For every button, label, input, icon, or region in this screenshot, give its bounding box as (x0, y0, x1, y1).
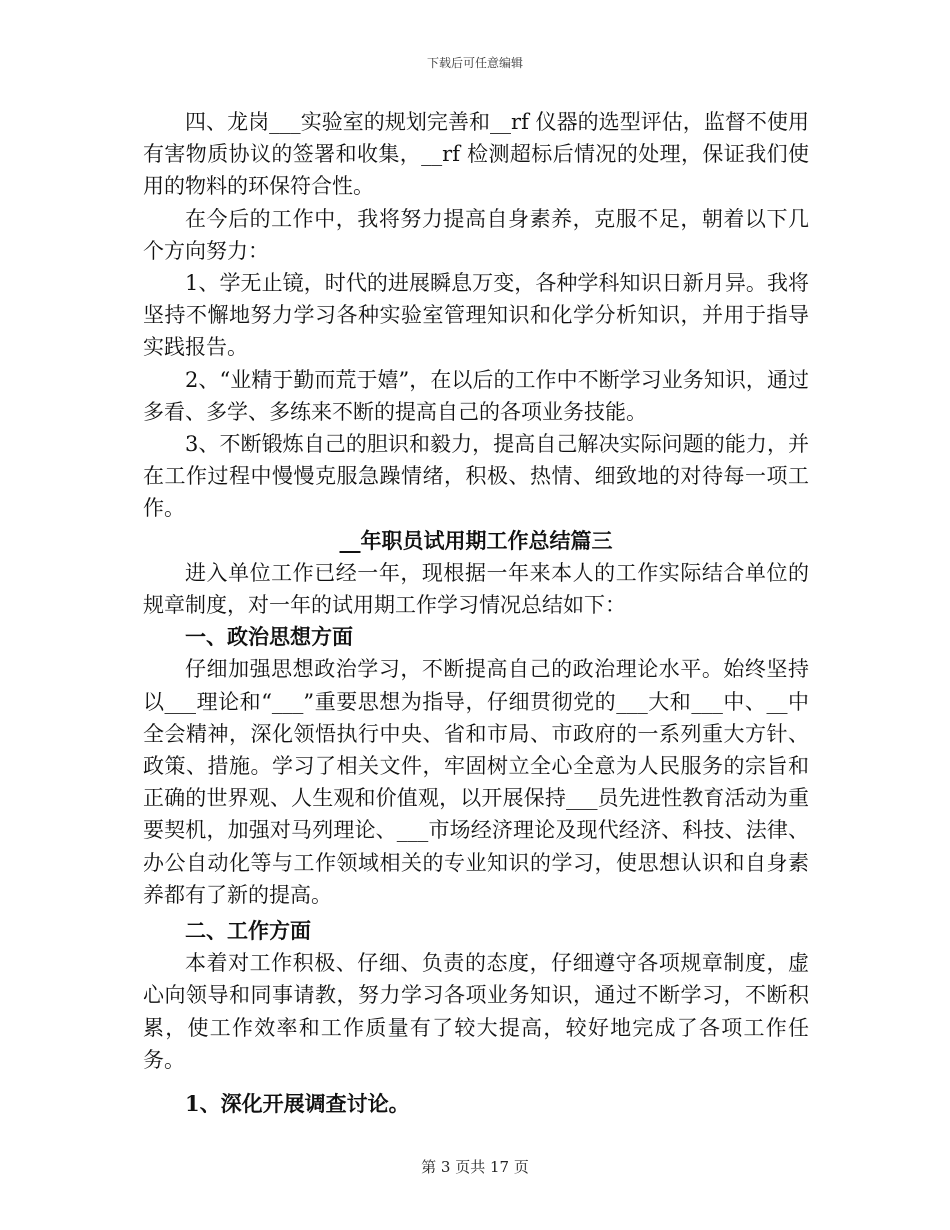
heading-work: 二、工作方面 (185, 918, 311, 944)
paragraph-1: 四、龙岗___实验室的规划完善和__rf 仪器的选型评估，监督不使用有害物质协议的签署和收集，__rf 检测超标后情况的处理，保证我们使用的物料的环保符合性。 (143, 110, 809, 199)
paragraph-7: 仔细加强思想政治学习，不断提高自己的政治理论水平。始终坚持以___理论和“___”重要思想为指导，仔细贯彻党的___大和___中、__中全会精神，深化领悟执行中央、省和市局、市政府的一系列重大方针、政策、措施。学习了相关文件，牢固树立全心全意为人民服务的宗旨和正确的世界观、人生观和价值观，以开展保持___员先进性教育活动为重要契机，加强对马列理论、___市场经济理论及现代经济、科技、法律、办公自动化等与工作领域相关的专业知识的学习，使思想认识和自身素养都有了新的提高。 (143, 657, 809, 907)
document-body (143, 106, 809, 1120)
paragraph-5: 3、不断锻炼自己的胆识和毅力，提高自己解决实际问题的能力，并在工作过程中慢慢克服急躁情绪，积极、热情、细致地的对待每一项工作。 (143, 432, 809, 521)
paragraph-4: 2、“业精于勤而荒于嬉”，在以后的工作中不断学习业务知识，通过多看、多学、多练来不断的提高自己的各项业务技能。 (143, 367, 809, 424)
paragraph-2: 在今后的工作中，我将努力提高自身素养，克服不足，朝着以下几个方向努力： (143, 206, 809, 263)
paragraph-8: 本着对工作积极、仔细、负责的态度，仔细遵守各项规章制度，虚心向领导和同事请教，努力学习各项业务知识，通过不断学习，不断积累，使工作效率和工作质量有了较大提高，较好地完成了各项工作任务。 (143, 951, 809, 1072)
heading-politics: 一、政治思想方面 (185, 624, 353, 650)
page-header: 下载后可任意编辑 (426, 56, 523, 70)
page-footer: 第 3 页共 17 页 (421, 1158, 529, 1176)
paragraph-3: 1、学无止镜，时代的进展瞬息万变，各种学科知识日新月异。我将坚持不懈地努力学习各种实验室管理知识和化学分析知识，并用于指导实践报告。 (143, 271, 809, 360)
paragraph-6: 进入单位工作已经一年，现根据一年来本人的工作实际结合单位的规章制度，对一年的试用期工作学习情况总结如下： (143, 560, 809, 618)
heading-research: 1、深化开展调查讨论。 (185, 1091, 410, 1117)
section-title: __年职员试用期工作总结篇三 (339, 527, 613, 553)
